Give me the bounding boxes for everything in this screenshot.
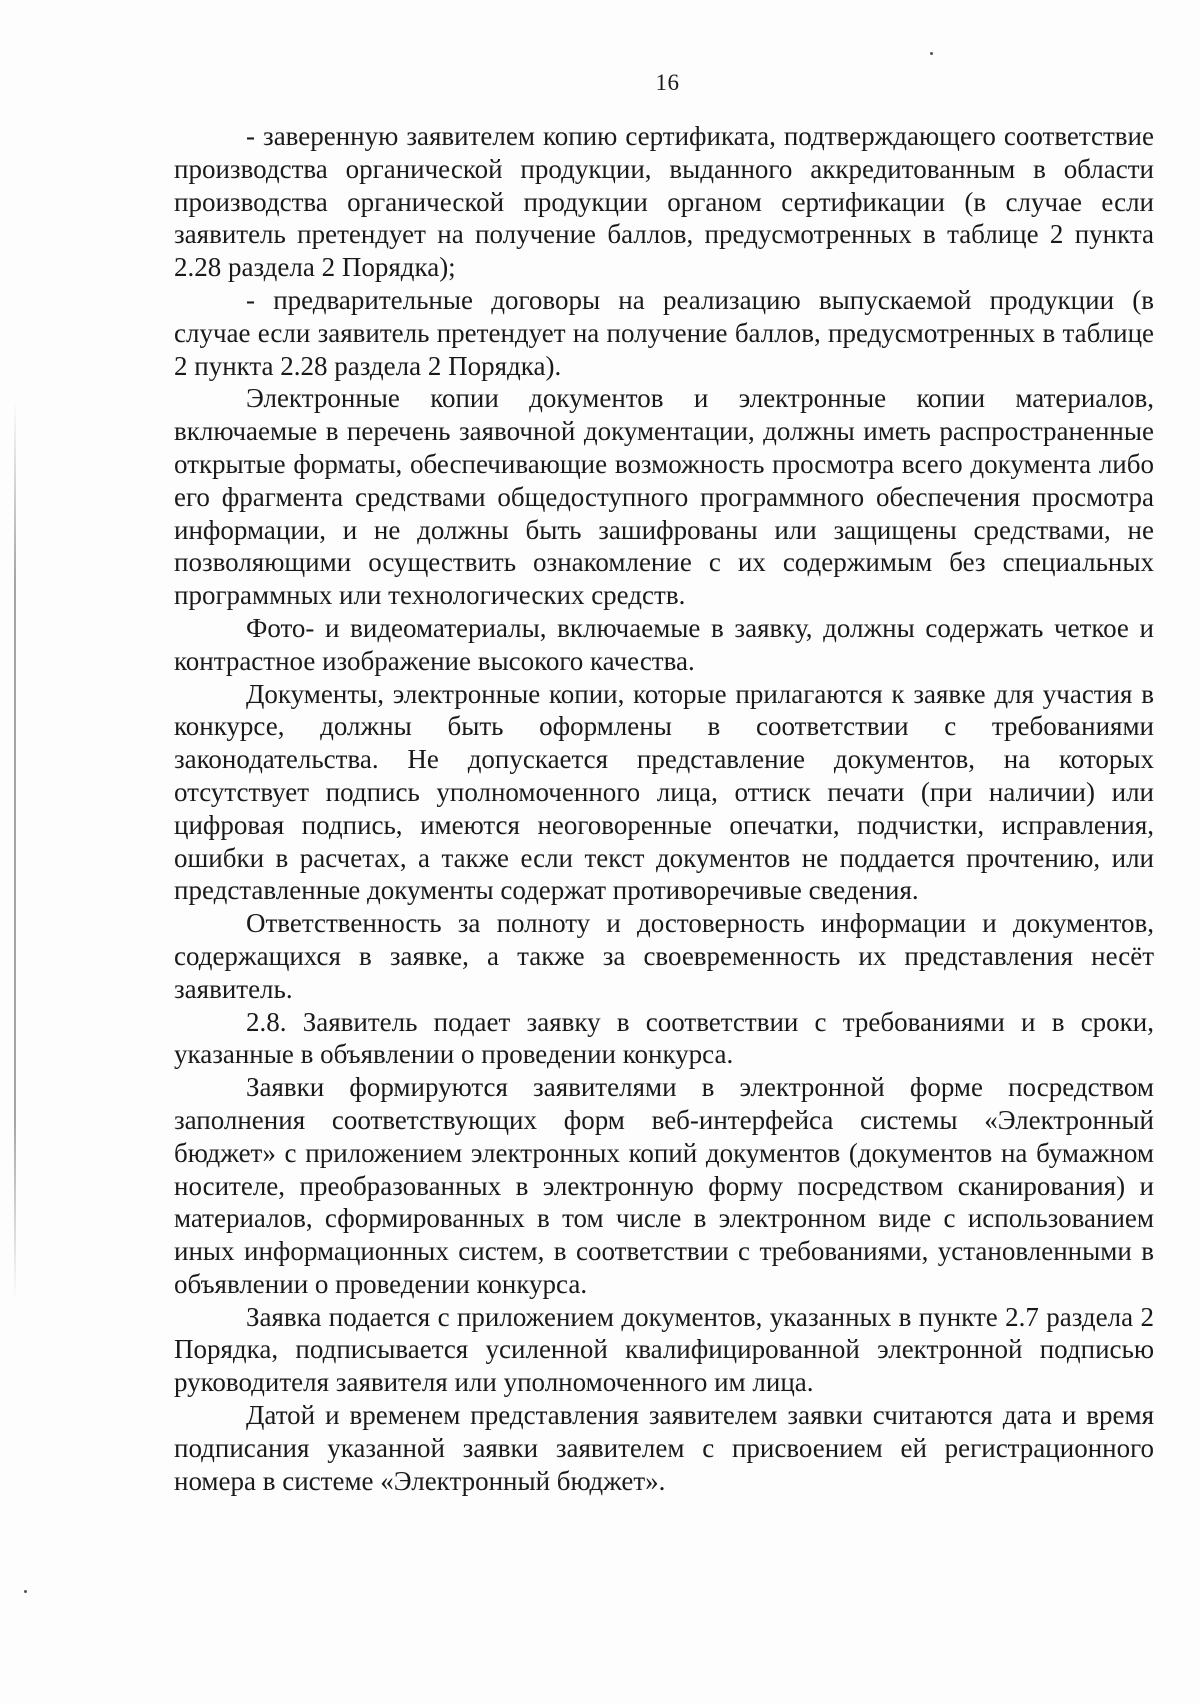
document-body	[174, 120, 1154, 1497]
scan-edge-shadow	[14, 400, 16, 1300]
paragraph: Заявки формируются заявителями в электронной форме посредством заполнения соответствующих форм веб-интерфейса системы «Электронный бюджет» с приложением электронных копий документов (документов на бумажном носителе, преобразованных в электронную форму посредством сканирования) и материалов, сформированных в том числе в электронном виде с использованием иных информационных систем, в соответствии с требованиями, установленными в объявлении о проведении конкурса.	[174, 1072, 1154, 1299]
scan-speck	[24, 1590, 27, 1593]
paragraph: Электронные копии документов и электронные копии материалов, включаемые в перечень заявочной документации, должны иметь распространенные открытые форматы, обеспечивающие возможность просмотра всего документа либо его фрагмента средствами общедоступного программного обеспечения просмотра информации, и не должны быть зашифрованы или защищены средствами, не позволяющими осуществить ознакомление с их содержимым без специальных программных или технологических средств.	[174, 383, 1154, 611]
paragraph: Ответственность за полноту и достоверность информации и документов, содержащихся в заявке, а также за своевременность их представления несёт заявитель.	[174, 908, 1154, 1004]
page-number: 16	[655, 70, 680, 95]
paragraph: - заверенную заявителем копию сертификата, подтверждающего соответствие производства органической продукции, выданного аккредитованным в области производства органической продукции органом сертификации (в случае если заявитель претендует на получение баллов, предусмотренных в таблице 2 пункта 2.28 раздела 2 Порядка);	[174, 121, 1154, 283]
paragraph: Заявка подается с приложением документов, указанных в пункте 2.7 раздела 2 Порядка, подписывается усиленной квалифицированной электронной подписью руководителя заявителя или уполномоченного им лица.	[174, 1301, 1154, 1398]
paragraph: Фото- и видеоматериалы, включаемые в заявку, должны содержать четкое и контрастное изображение высокого качества.	[174, 612, 1154, 676]
paragraph: Документы, электронные копии, которые прилагаются к заявке для участия в конкурсе, должны быть оформлены в соответствии с требованиями законодательства. Не допускается представление документов, на которых отсутствует подпись уполномоченного лица, оттиск печати (при наличии) или цифровая подпись, имеются неоговоренные опечатки, подчистки, исправления, ошибки в расчетах, а также если текст документов не поддается прочтению, или представленные документы содержат противоречивые сведения.	[174, 678, 1154, 906]
paragraph: - предварительные договоры на реализацию выпускаемой продукции (в случае если заявитель претендует на получение баллов, предусмотренных в таблице 2 пункта 2.28 раздела 2 Порядка).	[174, 284, 1154, 381]
paragraph: Датой и временем представления заявителем заявки считаются дата и время подписания указанной заявки заявителем с присвоением ей регистрационного номера в системе «Электронный бюджет».	[174, 1400, 1154, 1496]
scan-speck	[930, 52, 933, 55]
paragraph: 2.8. Заявитель подает заявку в соответствии с требованиями и в сроки, указанные в объявлении о проведении конкурса.	[174, 1006, 1154, 1070]
